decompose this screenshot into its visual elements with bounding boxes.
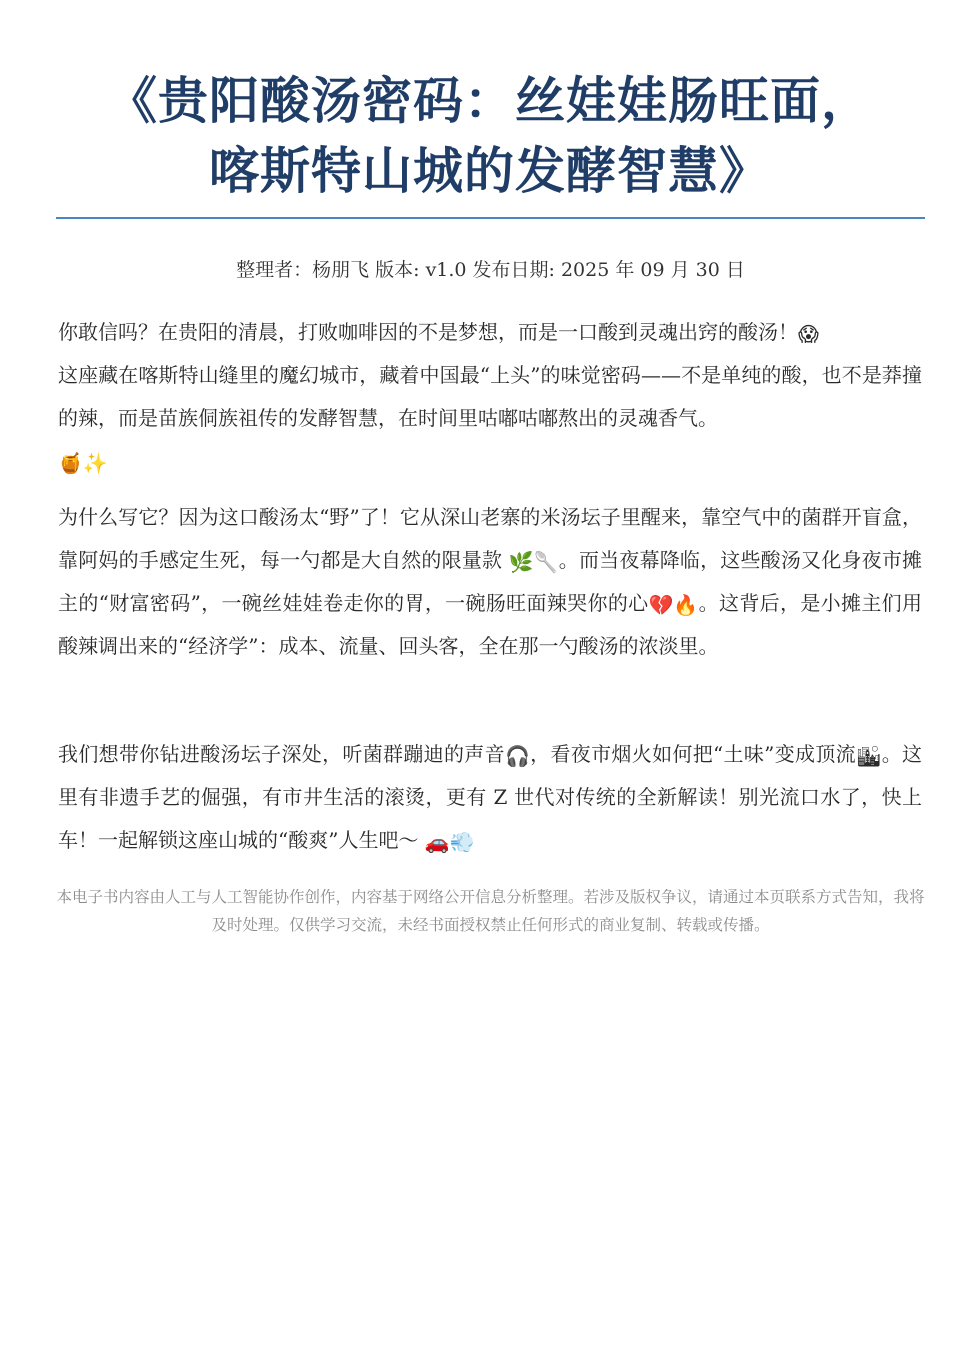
dash-icon: 💨 [449,830,475,854]
title-line-2: 喀斯特山城的发酵智慧》 [209,142,770,200]
paragraph-text: 我们想带你钻进酸汤坛子深处，听菌群蹦迪的声音 [58,742,505,766]
intro-paragraph-2 [58,496,922,668]
spoon-icon: 🥄 [533,550,559,574]
copyright-notice: 本电子书内容由人工与人工智能协作创作，内容基于网络公开信息分析整理。若涉及版权争议，请通过本页联系方式告知，我将及时处理。仅供学习交流，未经书面授权禁止任何形式的商业复制、转载或传播。 [56,888,925,934]
headphones-icon: 🎧 [504,744,530,768]
intro-paragraph-3 [58,733,922,862]
paragraph-text: 。这里有非遗手艺的倔强，有市井生活的滚烫，更有 Z 世代对传统的全新解读！别光流口水了，快上车！一起解锁这座山城的“酸爽”人生吧～ [58,742,923,852]
sparkles-icon: ✨ [82,451,108,475]
title-line-1: 《贵阳酸汤密码：丝娃娃肠旺面， [107,72,872,130]
document-title [40,66,939,206]
paragraph-text: 这座藏在喀斯特山缝里的魔幻城市，藏着中国最“上头”的味觉密码——不是单纯的酸，也不是莽撞的辣，而是苗族侗族祖传的发酵智慧，在时间里咕嘟咕嘟熬出的灵魂香气。 [58,363,922,430]
paragraph-text: 你敢信吗？在贵阳的清晨，打败咖啡因的不是梦想，而是一口酸到灵魂出窍的酸汤！ [58,320,798,344]
publish-date: 发布日期: 2025 年 09 月 30 日 [472,259,745,281]
honey-pot-icon: 🍯 [58,451,83,475]
paragraph-text: 。这背后，是小摊主们用酸辣调出来的“经济学”：成本、流量、回头客，全在那一勺酸汤的浓淡里。 [58,591,922,658]
paragraph-text: 为什么写它？因为这口酸汤太“野”了！它从深山老寨的米汤坛子里醒来，靠空气中的菌群开盲盒，靠阿妈的手感定生死，每一勺都是大自然的限量款 [58,505,922,572]
screaming-face-icon: 😱 [798,322,819,346]
title-divider [56,217,925,219]
cityscape-icon: 🏙 [856,744,882,768]
fire-icon: 🔥 [673,593,699,617]
intro-paragraph-1 [58,311,922,483]
car-icon: 🚗 [424,830,450,854]
document-meta [56,256,925,284]
version-info: 版本: v1.0 [375,259,467,281]
paragraph-text: 。而当夜幕降临，这些酸汤又化身夜市摊主的“财富密码”，一碗丝娃娃卷走你的胃，一碗肠旺面辣哭你的心 [58,548,923,615]
herb-icon: 🌿 [508,550,534,574]
editor-info: 整理者：杨朋飞 [236,259,370,281]
paragraph-text: ，看夜市烟火如何把“土味”变成顶流 [529,742,856,766]
broken-heart-icon: 💔 [648,593,674,617]
